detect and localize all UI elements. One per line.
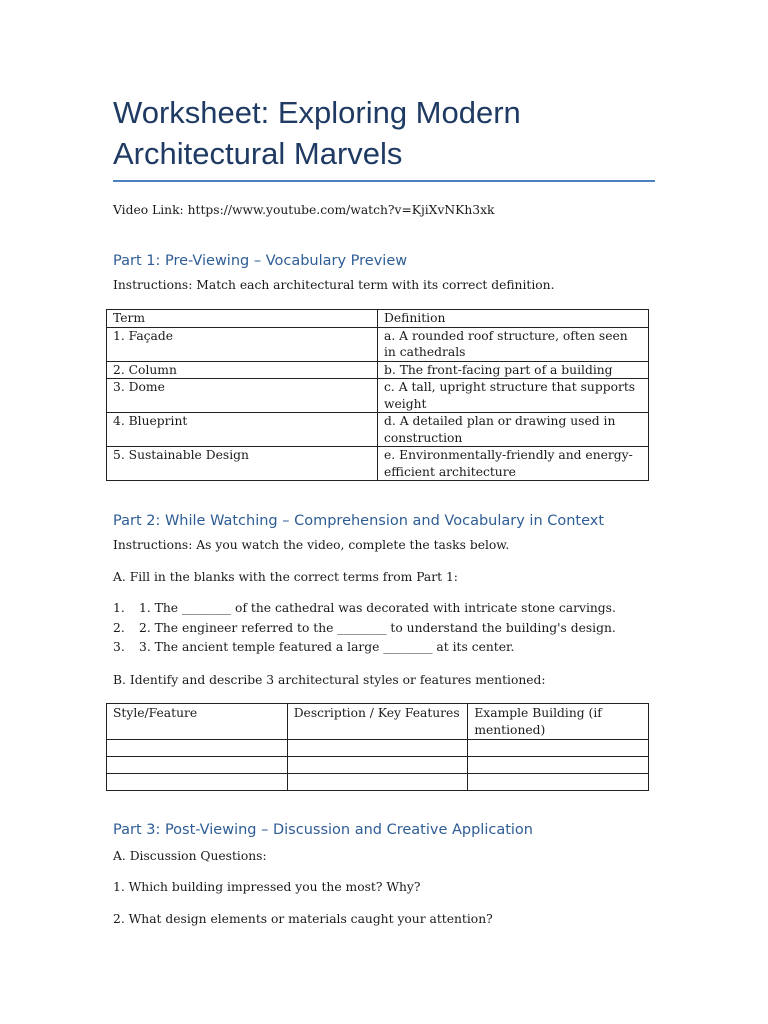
part1-heading: Part 1: Pre-Viewing – Vocabulary Preview xyxy=(113,253,408,269)
video-link[interactable]: Video Link: https://www.youtube.com/watch?v=KjiXvNKh3xk xyxy=(113,203,495,217)
list-text: 1. The ________ of the cathedral was decorated with intricate stone carvings. xyxy=(139,601,616,615)
definition-cell: c. A tall, upright structure that supports weight xyxy=(378,379,649,413)
list-number: 2. xyxy=(113,620,125,635)
blank-cell[interactable] xyxy=(468,740,649,757)
list-text: 2. The engineer referred to the ________ to understand the building's design. xyxy=(139,620,616,635)
table-header-cell: Term xyxy=(107,310,378,328)
term-cell: 5. Sustainable Design xyxy=(107,447,378,481)
fill-blanks-list xyxy=(113,600,616,659)
table-header-cell: Description / Key Features xyxy=(287,704,468,740)
blank-cell[interactable] xyxy=(468,774,649,791)
page-title: Worksheet: Exploring Modern Architectural Marvels xyxy=(113,95,521,171)
discussion-question-2: 2. What design elements or materials caught your attention? xyxy=(113,912,493,926)
blank-cell[interactable] xyxy=(287,740,468,757)
blank-cell[interactable] xyxy=(287,774,468,791)
part2-instructions: Instructions: As you watch the video, complete the tasks below. xyxy=(113,538,510,552)
term-cell: 1. Façade xyxy=(107,327,378,361)
list-text: 3. The ancient temple featured a large ________ at its center. xyxy=(139,640,515,654)
part2-heading: Part 2: While Watching – Comprehension and Vocabulary in Context xyxy=(113,513,605,529)
table-header-row xyxy=(107,310,649,328)
part2-task-b: B. Identify and describe 3 architectural styles or features mentioned: xyxy=(113,673,546,687)
definition-cell: b. The front-facing part of a building xyxy=(378,361,649,379)
part3-task-a: A. Discussion Questions: xyxy=(113,849,267,863)
table-row xyxy=(107,774,649,791)
definition-cell: a. A rounded roof structure, often seen in cathedrals xyxy=(378,327,649,361)
definition-cell: e. Environmentally-friendly and energy-efficient architecture xyxy=(378,447,649,481)
table-header-cell: Style/Feature xyxy=(107,704,288,740)
part1-instructions: Instructions: Match each architectural term with its correct definition. xyxy=(113,278,555,292)
table-header-cell: Example Building (if mentioned) xyxy=(468,704,649,740)
table-row xyxy=(107,379,649,413)
term-cell: 3. Dome xyxy=(107,379,378,413)
table-row xyxy=(107,740,649,757)
blank-cell[interactable] xyxy=(468,757,649,774)
styles-table xyxy=(106,703,649,791)
list-item xyxy=(113,620,616,640)
list-item xyxy=(113,600,616,620)
term-cell: 2. Column xyxy=(107,361,378,379)
list-number: 3. xyxy=(113,640,125,654)
definition-cell: d. A detailed plan or drawing used in construction xyxy=(378,413,649,447)
vocabulary-table xyxy=(106,309,649,481)
part2-task-a: A. Fill in the blanks with the correct terms from Part 1: xyxy=(113,570,458,584)
table-row xyxy=(107,757,649,774)
table-row xyxy=(107,361,649,379)
title-divider xyxy=(113,180,655,182)
table-row xyxy=(107,413,649,447)
blank-cell[interactable] xyxy=(107,740,288,757)
table-header-row xyxy=(107,704,649,740)
table-header-cell: Definition xyxy=(378,310,649,328)
table-row xyxy=(107,447,649,481)
list-number: 1. xyxy=(113,601,125,615)
list-item xyxy=(113,639,616,659)
blank-cell[interactable] xyxy=(107,774,288,791)
blank-cell[interactable] xyxy=(107,757,288,774)
blank-cell[interactable] xyxy=(287,757,468,774)
part3-heading: Part 3: Post-Viewing – Discussion and Creative Application xyxy=(113,822,533,838)
term-cell: 4. Blueprint xyxy=(107,413,378,447)
table-row xyxy=(107,327,649,361)
discussion-question-1: 1. Which building impressed you the most? Why? xyxy=(113,880,421,894)
